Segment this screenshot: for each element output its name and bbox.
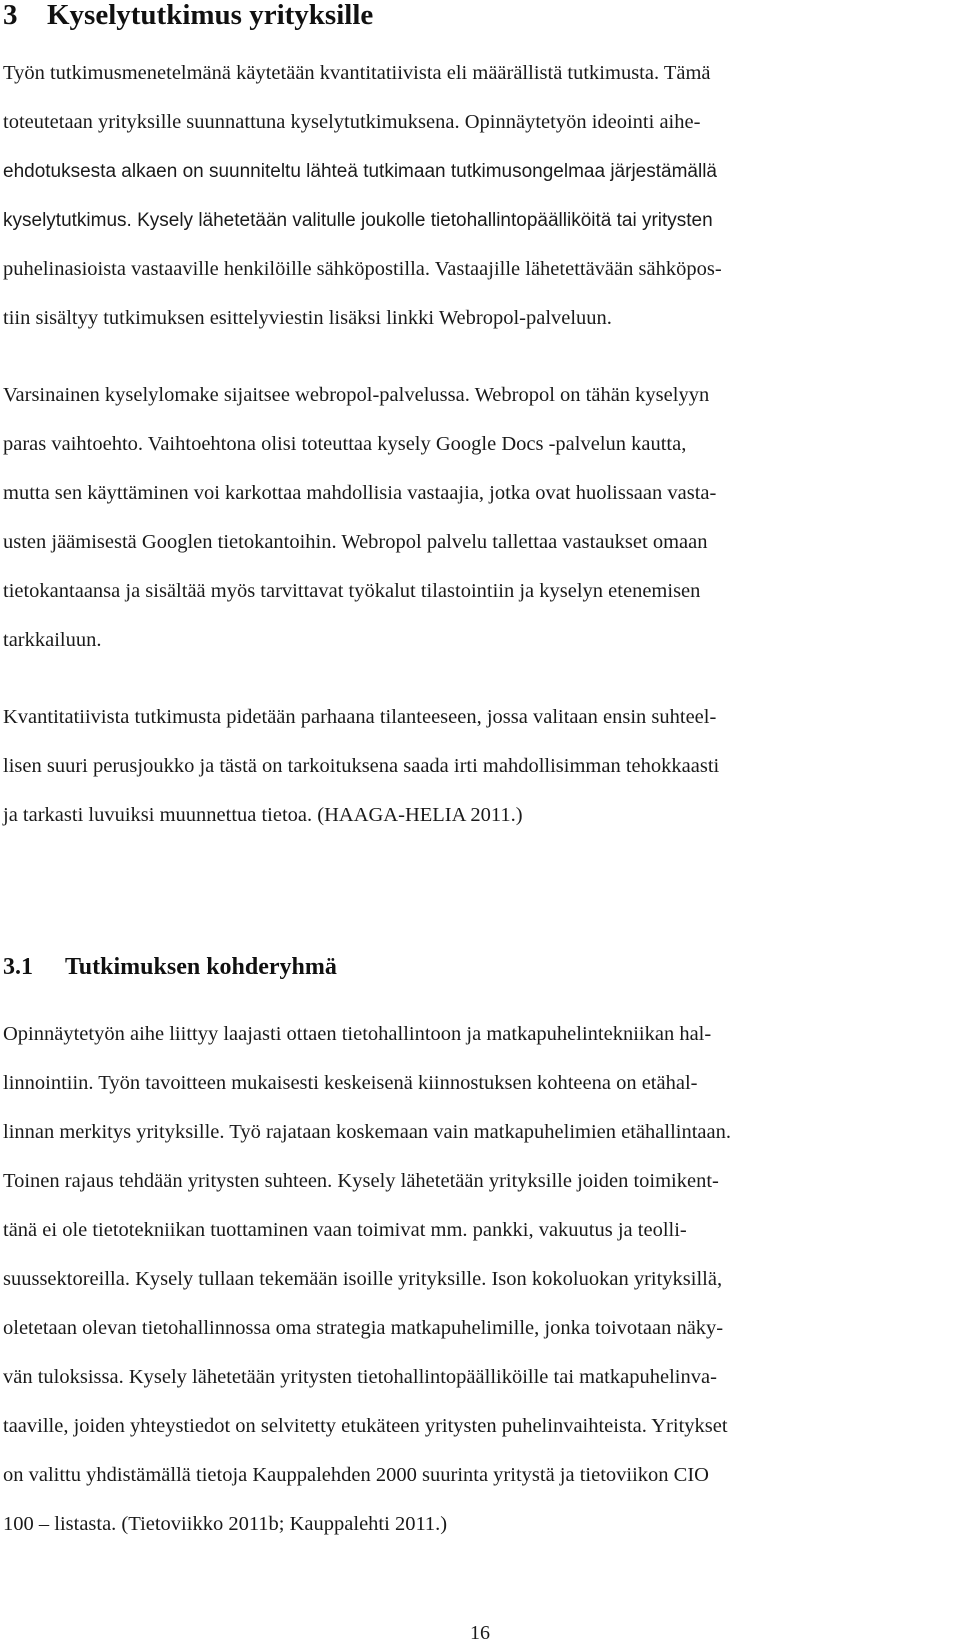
chapter-number: 3 (3, 0, 18, 31)
section-heading (3, 952, 337, 982)
paragraph-line: kyselytutkimus. Kysely lähetetään valitulle joukolle tietohallintopäälliköitä tai yritysten (3, 210, 713, 231)
paragraph-methodology (3, 49, 953, 343)
section-number: 3.1 (3, 954, 33, 980)
paragraph-line: Varsinainen kyselylomake sijaitsee webropol-palvelussa. Webropol on tähän kyselyyn (3, 384, 710, 406)
section-title: Tutkimuksen kohderyhmä (65, 954, 337, 980)
paragraph-line: Opinnäytetyön aihe liittyy laajasti ottaen tietohallintoon ja matkapuhelintekniikan hal- (3, 1023, 712, 1045)
paragraph-line: ehdotuksesta alkaen on suunniteltu lähteä tutkimaan tutkimusongelmaa järjestämällä (3, 161, 717, 182)
paragraph-line: Kvantitatiivista tutkimusta pidetään parhaana tilanteeseen, jossa valitaan ensin suhteel- (3, 706, 717, 728)
paragraph-line: Toinen rajaus tehdään yritysten suhteen. Kysely lähetetään yrityksille joiden toimikent- (3, 1170, 719, 1192)
paragraph-line: paras vaihtoehto. Vaihtoehtona olisi toteuttaa kysely Google Docs -palvelun kautta, (3, 433, 687, 455)
paragraph-line: vän tuloksissa. Kysely lähetetään yritysten tietohallintopäälliköille tai matkapuhelinva- (3, 1366, 717, 1388)
chapter-title: Kyselytutkimus yrityksille (47, 0, 374, 31)
paragraph-line: tietokantaansa ja sisältää myös tarvittavat työkalut tilastointiin ja kyselyn etenemisen (3, 580, 701, 602)
paragraph-line: tiin sisältyy tutkimuksen esittelyviestin lisäksi linkki Webropol-palveluun. (3, 307, 612, 329)
chapter-heading (3, 0, 373, 30)
paragraph-line: taaville, joiden yhteystiedot on selvitetty etukäteen yritysten puhelinvaihteista. Yritykset (3, 1415, 728, 1437)
paragraph-line: 100 – listasta. (Tietoviikko 2011b; Kauppalehti 2011.) (3, 1513, 448, 1535)
paragraph-line: puhelinasioista vastaaville henkilöille sähköpostilla. Vastaajille lähetettävään sähköpos- (3, 258, 722, 280)
paragraph-line: linnan merkitys yrityksille. Työ rajataan koskemaan vain matkapuhelimien etähallintaan. (3, 1121, 732, 1143)
paragraph-line: ja tarkasti luvuiksi muunnettua tietoa. (HAAGA-HELIA 2011.) (3, 804, 523, 826)
paragraph-target-group (3, 1010, 953, 1549)
paragraph-line: linnointiin. Työn tavoitteen mukaisesti keskeisenä kiinnostuksen kohteena on etähal- (3, 1072, 698, 1094)
paragraph-line: on valittu yhdistämällä tietoja Kauppalehden 2000 suurinta yritystä ja tietoviikon CIO (3, 1464, 709, 1486)
paragraph-webropol (3, 371, 953, 665)
paragraph-quantitative (3, 693, 953, 840)
paragraph-line: toteutetaan yrityksille suunnattuna kyselytutkimuksena. Opinnäytetyön ideointi aihe- (3, 111, 701, 133)
paragraph-line: lisen suuri perusjoukko ja tästä on tarkoituksena saada irti mahdollisimman tehokkaasti (3, 755, 720, 777)
paragraph-line: tänä ei ole tietotekniikan tuottaminen vaan toimivat mm. pankki, vakuutus ja teolli- (3, 1219, 687, 1241)
paragraph-line: suussektoreilla. Kysely tullaan tekemään isoille yrityksille. Ison kokoluokan yrityksillä, (3, 1268, 723, 1290)
paragraph-line: oletetaan olevan tietohallinnossa oma strategia matkapuhelimille, jonka toivotaan näky- (3, 1317, 724, 1339)
paragraph-line: usten jäämisestä Googlen tietokantoihin. Webropol palvelu tallettaa vastaukset omaan (3, 531, 708, 553)
page-number: 16 (470, 1622, 490, 1644)
paragraph-line: tarkkailuun. (3, 629, 102, 651)
paragraph-line: Työn tutkimusmenetelmänä käytetään kvantitatiivista eli määrällistä tutkimusta. Tämä (3, 62, 711, 84)
paragraph-line: mutta sen käyttäminen voi karkottaa mahdollisia vastaajia, jotka ovat huolissaan vasta- (3, 482, 717, 504)
